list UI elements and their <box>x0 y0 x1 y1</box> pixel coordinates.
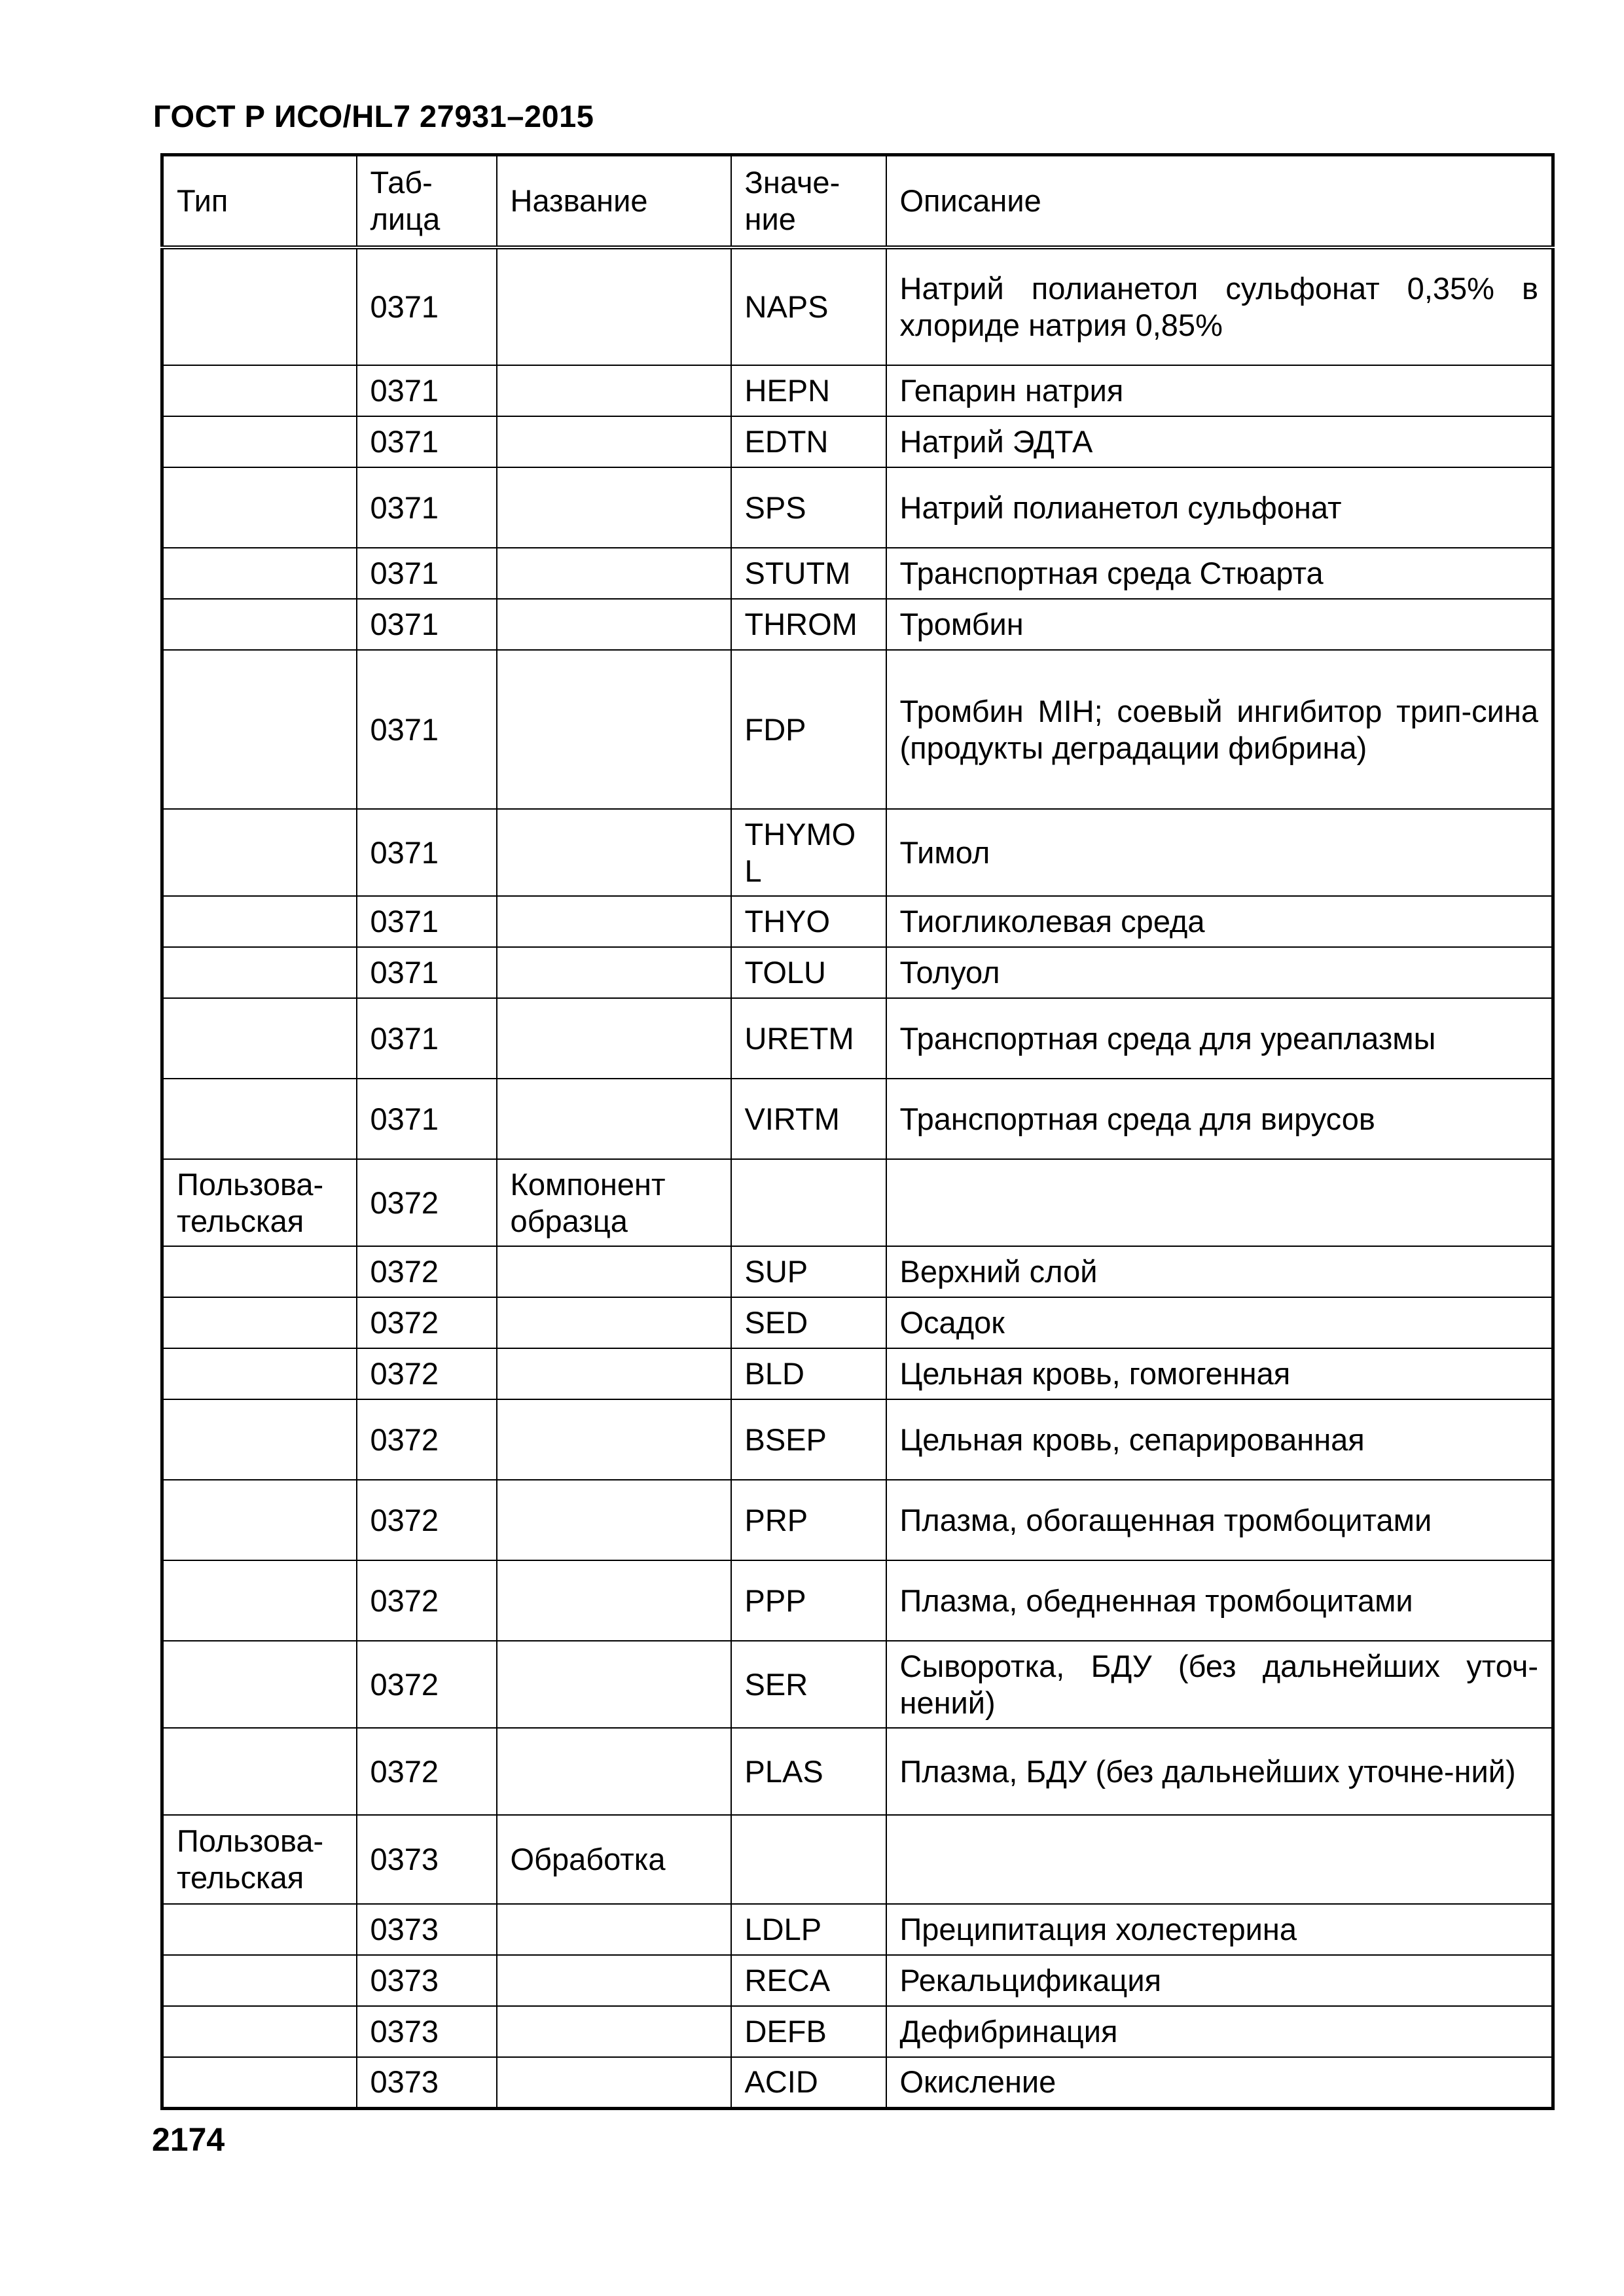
cell-description: Верхний слой <box>886 1246 1553 1297</box>
cell-value: VIRTM <box>731 1079 886 1159</box>
column-header-value: Значе- ние <box>731 155 886 248</box>
cell-table: 0371 <box>357 650 497 809</box>
cell-description: Тиогликолевая среда <box>886 896 1553 947</box>
cell-table: 0371 <box>357 247 497 365</box>
cell-value: THROM <box>731 599 886 650</box>
cell-value: SER <box>731 1641 886 1728</box>
cell-name <box>497 998 731 1079</box>
cell-table: 0373 <box>357 1955 497 2006</box>
cell-name <box>497 1348 731 1399</box>
cell-description: Плазма, БДУ (без дальнейших уточне-ний) <box>886 1728 1553 1815</box>
table-row <box>162 1904 1553 1955</box>
cell-type: Пользова- тельская <box>162 1159 357 1246</box>
cell-type: Пользова- тельская <box>162 1815 357 1904</box>
table-row <box>162 1480 1553 1560</box>
cell-description: Сыворотка, БДУ (без дальнейших уточ-нений) <box>886 1641 1553 1728</box>
cell-name <box>497 416 731 467</box>
table-row <box>162 650 1553 809</box>
table-row <box>162 2006 1553 2057</box>
table-row <box>162 1246 1553 1297</box>
cell-type <box>162 548 357 599</box>
cell-type <box>162 1904 357 1955</box>
cell-type <box>162 1560 357 1641</box>
cell-name <box>497 650 731 809</box>
cell-name <box>497 1955 731 2006</box>
cell-table: 0371 <box>357 599 497 650</box>
cell-description: Плазма, обогащенная тромбоцитами <box>886 1480 1553 1560</box>
cell-value <box>731 1815 886 1904</box>
cell-type <box>162 416 357 467</box>
cell-type <box>162 1297 357 1348</box>
cell-description: Окисление <box>886 2057 1553 2108</box>
cell-description: Натрий полианетол сульфонат <box>886 467 1553 548</box>
cell-value: LDLP <box>731 1904 886 1955</box>
cell-table: 0371 <box>357 1079 497 1159</box>
cell-table: 0372 <box>357 1159 497 1246</box>
cell-name <box>497 1246 731 1297</box>
cell-description: Цельная кровь, сепарированная <box>886 1399 1553 1480</box>
table-row <box>162 1955 1553 2006</box>
cell-table: 0372 <box>357 1297 497 1348</box>
cell-value: THYO <box>731 896 886 947</box>
cell-name <box>497 1079 731 1159</box>
cell-type <box>162 896 357 947</box>
page-number: 2174 <box>152 2121 225 2158</box>
table-row <box>162 1815 1553 1904</box>
table-row <box>162 467 1553 548</box>
table-row <box>162 1348 1553 1399</box>
table-header-row <box>162 155 1553 248</box>
table-row <box>162 416 1553 467</box>
table-row <box>162 247 1553 365</box>
cell-value: PPP <box>731 1560 886 1641</box>
cell-name: Компонент образца <box>497 1159 731 1246</box>
cell-name <box>497 1728 731 1815</box>
table-row <box>162 896 1553 947</box>
cell-value: TOLU <box>731 947 886 998</box>
cell-name <box>497 947 731 998</box>
cell-value: SUP <box>731 1246 886 1297</box>
cell-value: ACID <box>731 2057 886 2108</box>
cell-table: 0373 <box>357 1815 497 1904</box>
table-row <box>162 1079 1553 1159</box>
cell-table: 0371 <box>357 365 497 416</box>
cell-name <box>497 1297 731 1348</box>
cell-name <box>497 548 731 599</box>
cell-table: 0372 <box>357 1641 497 1728</box>
cell-description: Гепарин натрия <box>886 365 1553 416</box>
table-row <box>162 1728 1553 1815</box>
cell-description: Дефибринация <box>886 2006 1553 2057</box>
cell-name <box>497 2006 731 2057</box>
cell-description: Транспортная среда Стюарта <box>886 548 1553 599</box>
cell-value: DEFB <box>731 2006 886 2057</box>
table-row <box>162 998 1553 1079</box>
cell-description: Толуол <box>886 947 1553 998</box>
cell-name <box>497 2057 731 2108</box>
cell-type <box>162 1480 357 1560</box>
cell-table: 0371 <box>357 416 497 467</box>
cell-value: EDTN <box>731 416 886 467</box>
table-row <box>162 809 1553 896</box>
cell-table: 0372 <box>357 1560 497 1641</box>
cell-type <box>162 2006 357 2057</box>
cell-type <box>162 809 357 896</box>
cell-description: Транспортная среда для вирусов <box>886 1079 1553 1159</box>
cell-type <box>162 650 357 809</box>
cell-table: 0371 <box>357 809 497 896</box>
cell-description: Плазма, обедненная тромбоцитами <box>886 1560 1553 1641</box>
table-row <box>162 599 1553 650</box>
cell-description: Натрий полианетол сульфонат 0,35% в хлориде натрия 0,85% <box>886 247 1553 365</box>
cell-type <box>162 1399 357 1480</box>
cell-name <box>497 896 731 947</box>
cell-value: THYMOL <box>731 809 886 896</box>
cell-name: Обработка <box>497 1815 731 1904</box>
cell-value: URETM <box>731 998 886 1079</box>
cell-type <box>162 1641 357 1728</box>
table-body <box>162 247 1553 2108</box>
table-row <box>162 1297 1553 1348</box>
cell-value: PLAS <box>731 1728 886 1815</box>
cell-type <box>162 1079 357 1159</box>
cell-value: FDP <box>731 650 886 809</box>
cell-value: RECA <box>731 1955 886 2006</box>
cell-table: 0371 <box>357 548 497 599</box>
cell-name <box>497 809 731 896</box>
cell-table: 0371 <box>357 998 497 1079</box>
table-row <box>162 1399 1553 1480</box>
cell-type <box>162 1246 357 1297</box>
cell-table: 0373 <box>357 1904 497 1955</box>
cell-value: HEPN <box>731 365 886 416</box>
table-row <box>162 1641 1553 1728</box>
cell-table: 0371 <box>357 467 497 548</box>
cell-table: 0372 <box>357 1728 497 1815</box>
cell-type <box>162 247 357 365</box>
cell-table: 0371 <box>357 896 497 947</box>
cell-table: 0373 <box>357 2057 497 2108</box>
table-row <box>162 548 1553 599</box>
column-header-type: Тип <box>162 155 357 248</box>
cell-name <box>497 1480 731 1560</box>
document-header: ГОСТ Р ИСО/HL7 27931–2015 <box>153 99 594 134</box>
cell-value: BLD <box>731 1348 886 1399</box>
cell-table: 0372 <box>357 1399 497 1480</box>
cell-value: STUTM <box>731 548 886 599</box>
cell-name <box>497 1560 731 1641</box>
cell-type <box>162 2057 357 2108</box>
cell-table: 0372 <box>357 1480 497 1560</box>
cell-type <box>162 365 357 416</box>
cell-type <box>162 1955 357 2006</box>
cell-value: SED <box>731 1297 886 1348</box>
cell-table: 0372 <box>357 1246 497 1297</box>
cell-value: NAPS <box>731 247 886 365</box>
cell-type <box>162 1348 357 1399</box>
cell-description: Рекальцификация <box>886 1955 1553 2006</box>
cell-name <box>497 1399 731 1480</box>
cell-type <box>162 998 357 1079</box>
cell-name <box>497 365 731 416</box>
column-header-table: Таб- лица <box>357 155 497 248</box>
cell-type <box>162 947 357 998</box>
cell-description <box>886 1815 1553 1904</box>
cell-value: PRP <box>731 1480 886 1560</box>
cell-name <box>497 247 731 365</box>
cell-value: BSEP <box>731 1399 886 1480</box>
cell-table: 0372 <box>357 1348 497 1399</box>
table-row <box>162 365 1553 416</box>
column-header-description: Описание <box>886 155 1553 248</box>
cell-description: Тимол <box>886 809 1553 896</box>
column-header-name: Название <box>497 155 731 248</box>
cell-name <box>497 599 731 650</box>
table-row <box>162 2057 1553 2108</box>
cell-table: 0371 <box>357 947 497 998</box>
cell-value <box>731 1159 886 1246</box>
table-row <box>162 1560 1553 1641</box>
cell-name <box>497 467 731 548</box>
table-row <box>162 1159 1553 1246</box>
cell-description: Тромбин <box>886 599 1553 650</box>
cell-description: Натрий ЭДТА <box>886 416 1553 467</box>
table-row <box>162 947 1553 998</box>
codes-table <box>160 153 1555 2110</box>
cell-description: Транспортная среда для уреаплазмы <box>886 998 1553 1079</box>
cell-description: Тромбин MIH; соевый ингибитор трип-сина (продукты деградации фибрина) <box>886 650 1553 809</box>
cell-type <box>162 1728 357 1815</box>
cell-description: Осадок <box>886 1297 1553 1348</box>
cell-description: Преципитация холестерина <box>886 1904 1553 1955</box>
cell-description <box>886 1159 1553 1246</box>
cell-name <box>497 1641 731 1728</box>
cell-description: Цельная кровь, гомогенная <box>886 1348 1553 1399</box>
cell-value: SPS <box>731 467 886 548</box>
cell-type <box>162 467 357 548</box>
cell-table: 0373 <box>357 2006 497 2057</box>
cell-name <box>497 1904 731 1955</box>
cell-type <box>162 599 357 650</box>
